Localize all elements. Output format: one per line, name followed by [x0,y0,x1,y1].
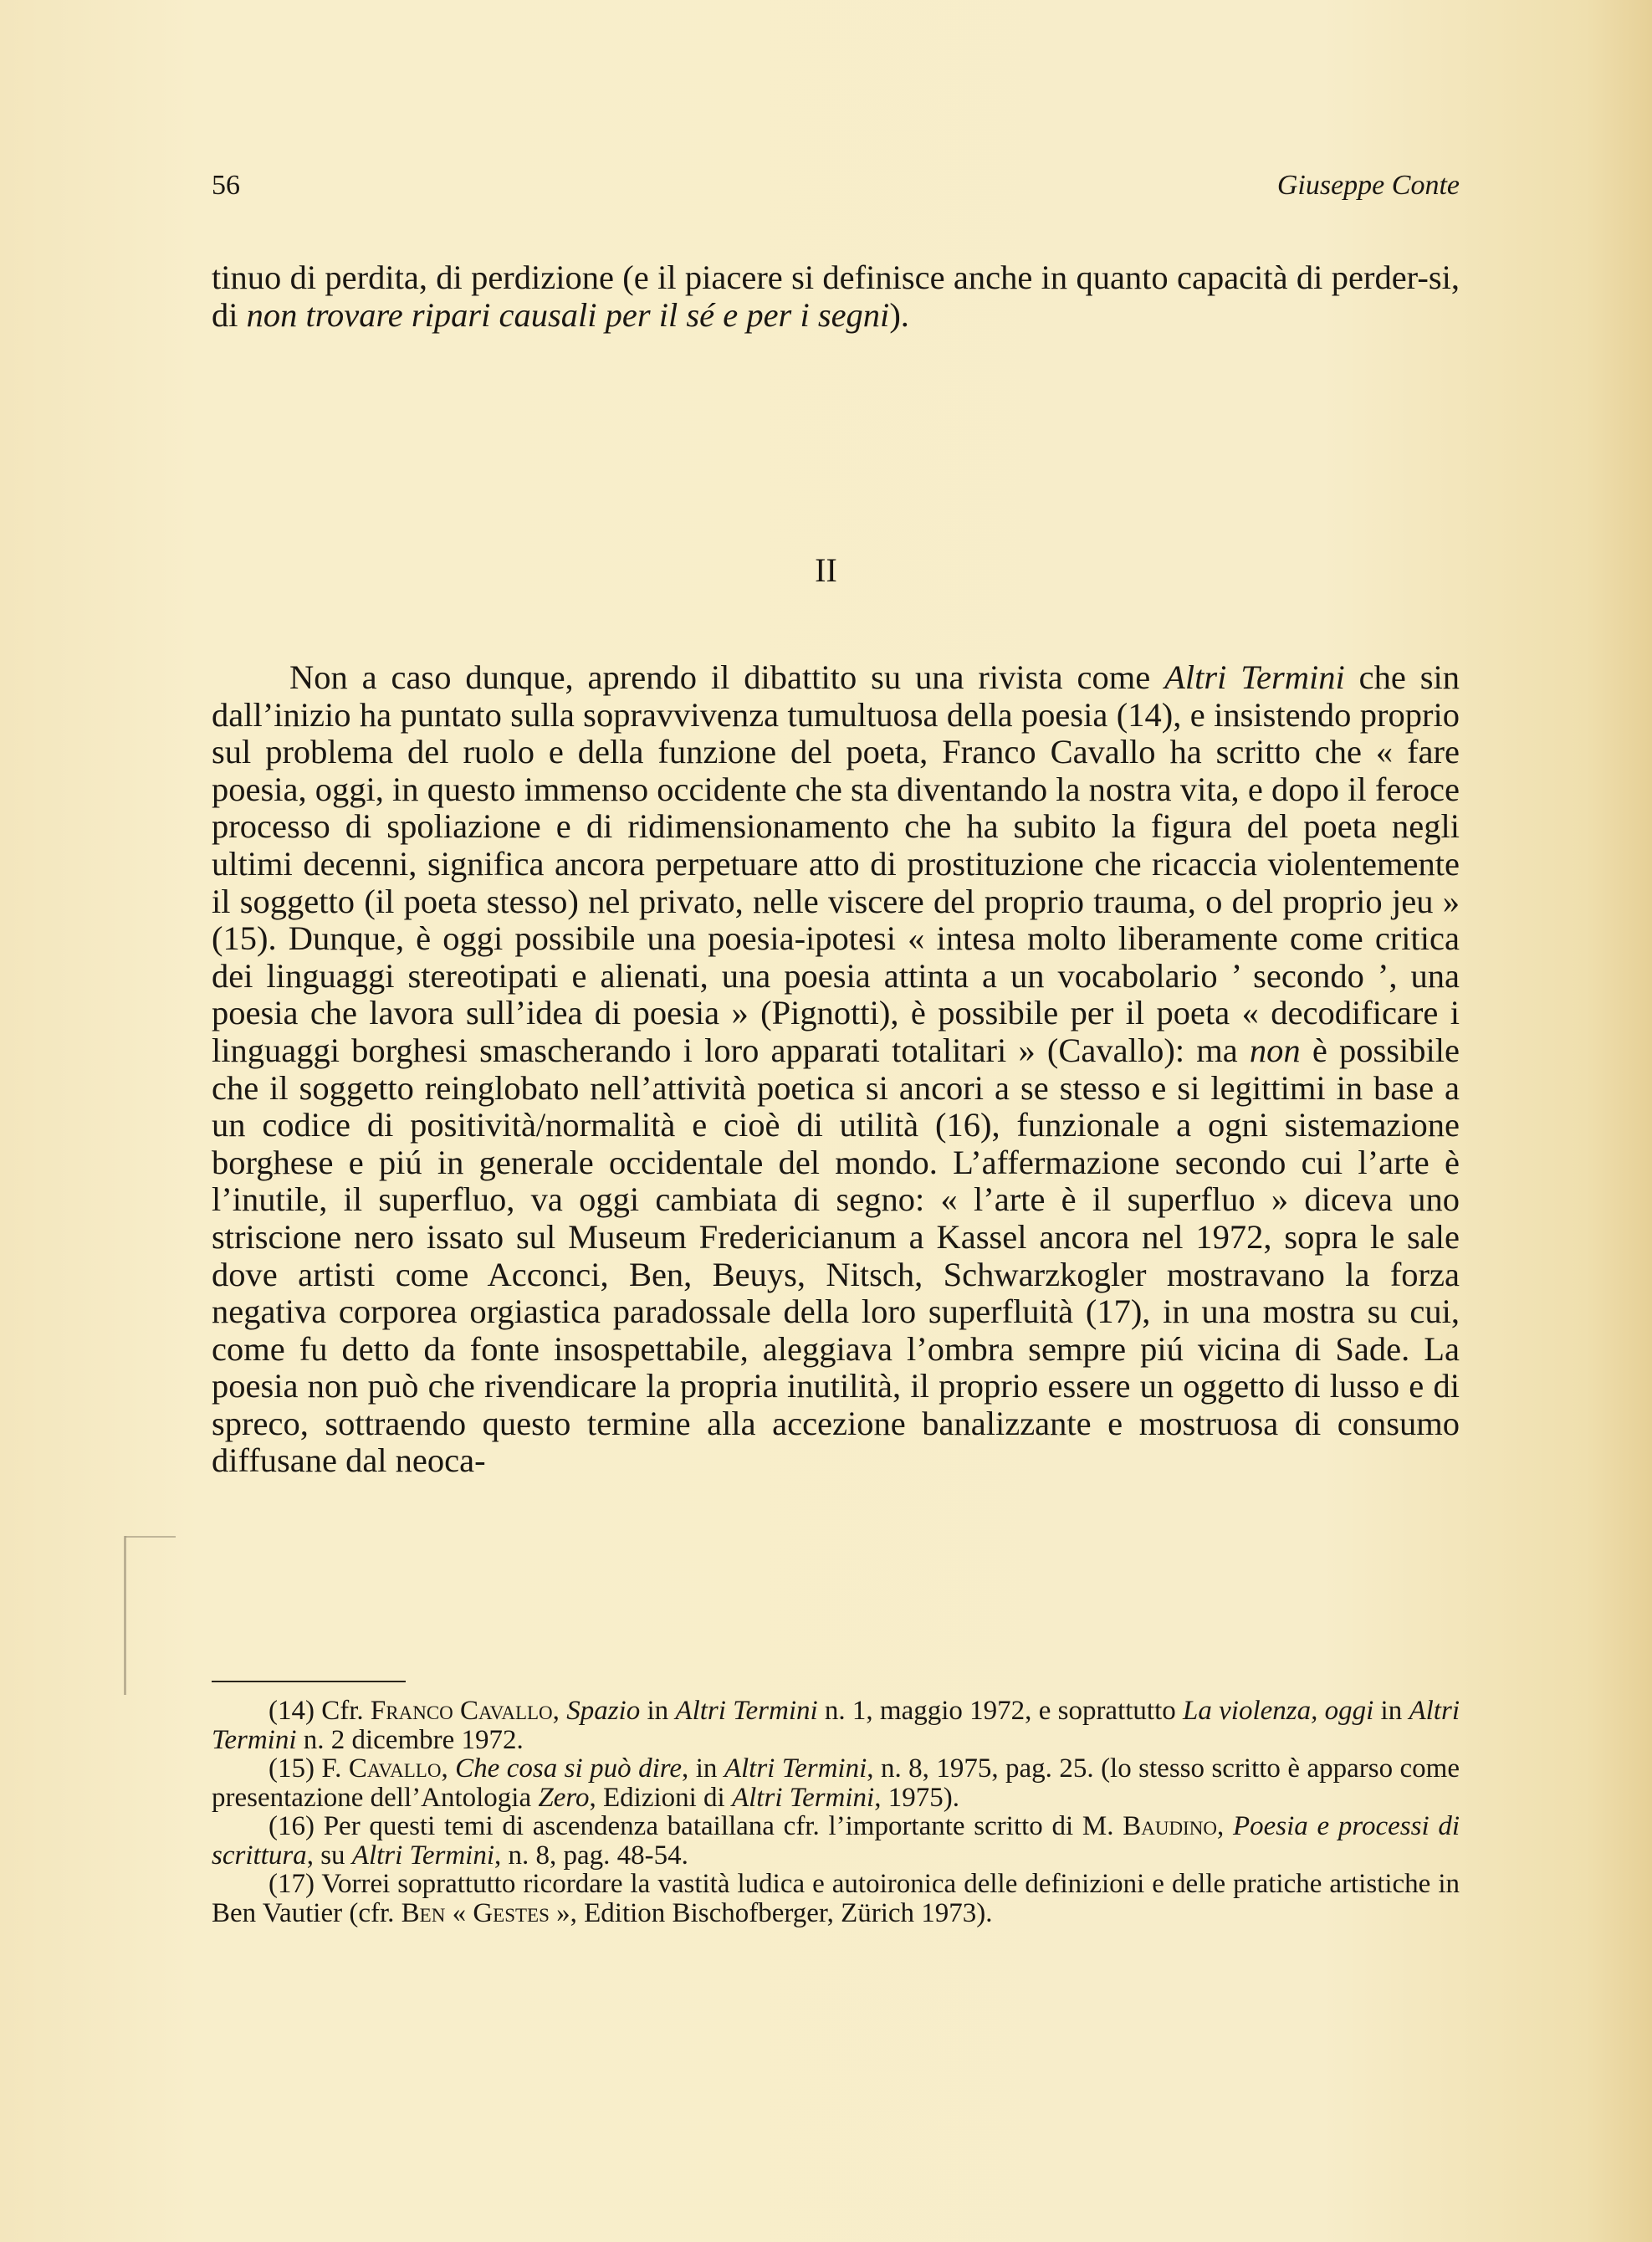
footnote-separator [212,1681,406,1682]
italic-run: Altri Termini [212,1696,1460,1755]
italic-run: Altri Termini [675,1696,818,1726]
italic-run: Poesia e processi di scrittura [212,1811,1460,1871]
pencil-margin-mark [124,1536,126,1695]
footnote-15 [212,1754,1460,1812]
text-run: , n. 8, 1975, pag. 25. (lo stesso scritto è apparso come presentazione dell’Antologia [212,1753,1460,1813]
author-name: Cavallo [348,1753,442,1784]
paragraph-main [212,659,1460,1480]
section-heading: II [815,551,837,589]
text-run: , [1216,1811,1233,1841]
footnote-17 [212,1870,1460,1927]
text-run: , [552,1696,567,1726]
author-name: Ben « Gestes » [401,1897,570,1928]
text-run: Non a caso dunque, aprendo il dibattito su una rivista come [289,658,1165,696]
text-run: è possibile che il soggetto reinglobato nell’attività poetica si ancori a se stesso e si legittimi in base a un codice di positività/normalità e cioè di utilità (16), funzionale a ogni sistemazione borghese e piú in generale occidentale del mondo. L’affermazione secondo cui l’arte è l’inutile, il superfluo, va oggi cambiata di segno: « l’arte è il superfluo » diceva uno striscione nero issato sul Museum Fredericianum a Kassel ancora nel 1972, sopra le sale dove artisti come Acconci, Ben, Beuys, Nitsch, Schwarzkogler mostravano la forza negativa corporea orgiastica paradossale della loro superfluità (17), in una mostra su cui, come fu detto da fonte insospettabile, aleggiava l’ombra sempre piú vicina di Sade. La poesia non può che rivendicare la propria inutilità, il proprio essere un oggetto di lusso e di spreco, sottraendo questo termine alla accezione banalizzante e mostruosa di consumo diffusane dal neoca- [212,1031,1460,1480]
text-run: , n. 8, pag. 48-54. [494,1840,688,1871]
text-run: , in [682,1753,724,1784]
italic-run: Spazio [566,1696,641,1726]
text-run: in [1373,1696,1409,1726]
italic-run: Altri Termini [351,1840,495,1871]
text-run: che sin dall’inizio ha puntato sulla sopravvivenza tumultuosa della poesia (14), e insistendo proprio sul problema del ruolo e della funzione del poeta, Franco Cavallo ha scritto che « fare poesia, oggi, in questo immenso occidente che sta diventando la nostra vita, e dopo il feroce processo di spoliazione e di ridimensionamento che ha subito la figura del poeta negli ultimi decenni, significa ancora perpetuare atto di prostituzione che ricaccia violentemente il soggetto (il poeta stesso) nel privato, nelle viscere del proprio trauma, o del proprio jeu » (15). Dunque, è oggi possibile una poesia-ipotesi « intesa molto liberamente come critica dei linguaggi stereotipati e alienati, una poesia attinta a un vocabolario ’ secondo ’, una poesia che lavora sull’idea di poesia » (Pignotti), è possibile per il poeta « decodificare i linguaggi borghesi smascherando i loro apparati totalitari » (Cavallo): ma [212,658,1460,1069]
author-name: Franco Cavallo [370,1696,553,1726]
text-run: (14) Cfr. [269,1696,371,1726]
text-run: (15) F. [269,1753,349,1784]
text-run: (16) Per questi temi di ascendenza bataillana cfr. l’importante scritto di M. [269,1811,1123,1841]
italic-run: La violenza, oggi [1183,1696,1374,1726]
text-run: n. 1, maggio 1972, e soprattutto [817,1696,1184,1726]
italic-run: Altri Termini [724,1753,867,1784]
pencil-margin-mark [125,1536,176,1538]
text-run: in [640,1696,676,1726]
italic-run: Che cosa si può dire [455,1753,683,1784]
italic-run: Altri Termini [1164,658,1345,696]
text-run: , su [306,1840,352,1871]
text-run: n. 2 dicembre 1972. [296,1724,524,1755]
text-run: (17) Vorrei soprattutto ricordare la vastità ludica e autoironica delle definizioni e delle pratiche artistiche in Ben Vautier (cfr. [212,1869,1460,1928]
footnote-14 [212,1697,1460,1754]
text-run: ). [889,295,909,334]
italic-run: non trovare ripari causali per il sé e per i segni [246,295,890,334]
italic-run: non [1249,1031,1301,1069]
author-name: Baudino [1123,1811,1217,1841]
page-number: 56 [212,170,240,201]
text-run: , 1975). [874,1782,959,1813]
text-run: tinuo di perdita, di perdizione (e il piacere si definisce anche in quanto capacità di perder-si, di [212,258,1460,334]
paragraph-continuation [212,259,1460,334]
running-header [212,170,1460,212]
text-run: , Edition Bischofberger, Zürich 1973). [570,1897,993,1928]
italic-run: Zero [538,1782,590,1813]
italic-run: Altri Termini [731,1782,875,1813]
footnote-16 [212,1812,1460,1870]
text-run: , Edizioni di [589,1782,732,1813]
footnotes [212,1697,1460,1927]
running-head-author: Giuseppe Conte [1276,170,1460,201]
text-run: , [441,1753,456,1784]
